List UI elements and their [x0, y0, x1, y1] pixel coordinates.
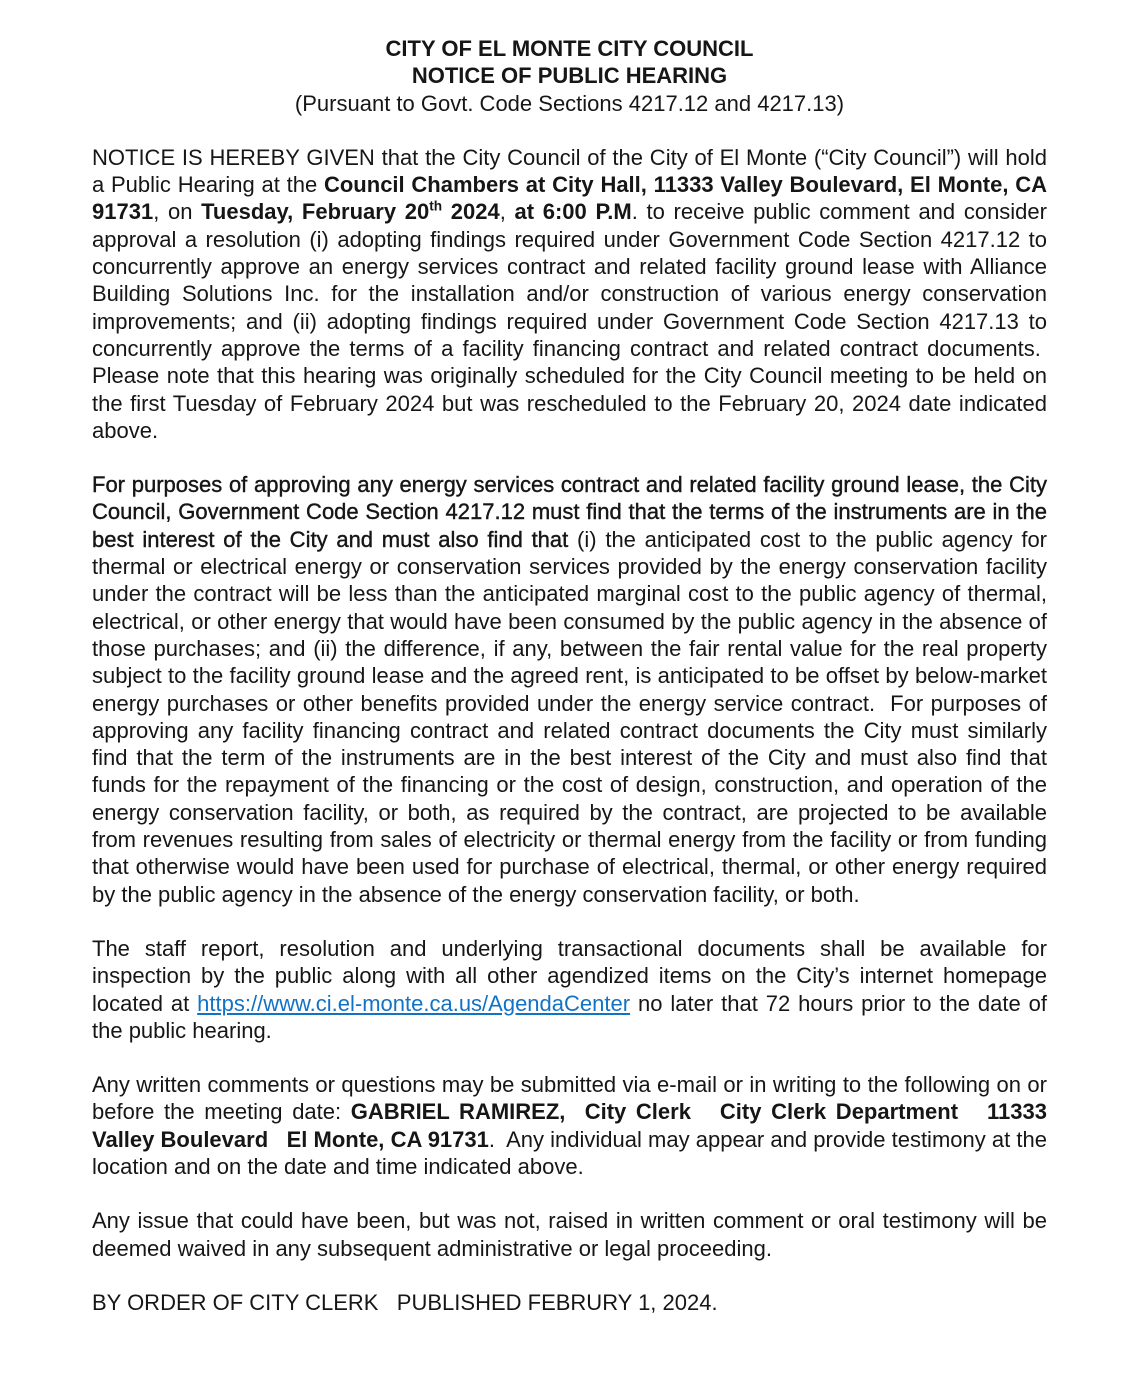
title-line-1: CITY OF EL MONTE CITY COUNCIL	[385, 36, 754, 61]
paragraph-waiver	[92, 1207, 1047, 1262]
p1-connector-comma: ,	[499, 199, 515, 225]
ordinal-suffix: th	[429, 199, 443, 215]
comments-tail-text: . Any individual may appear and provide testimony at the location and on the date and time indicated above.	[92, 1126, 1047, 1179]
agenda-center-link[interactable]: https://www.ci.el-monte.ca.us/AgendaCenter	[197, 990, 631, 1016]
hearing-time-bold: at 6:00 P.M	[514, 199, 632, 225]
title-line-2: NOTICE OF PUBLIC HEARING	[411, 63, 728, 89]
order-published-text: BY ORDER OF CITY CLERK PUBLISHED FEBRURY 1, 2024.	[92, 1289, 718, 1315]
city-clerk-contact-bold: GABRIEL RAMIREZ, City Clerk City Clerk Department 11333 Valley Boulevard El Monte, CA 91731	[92, 1099, 1047, 1152]
staff-report-text: The staff report, resolution and underlying transactional documents shall be available for inspection by the public along with all other agendized items on the City’s internet homepage located at	[92, 935, 1047, 1016]
notice-given-text: NOTICE IS HEREBY GIVEN that the City Council of the City of El Monte (“City Council”) will hold a Public Hearing at the	[92, 144, 1047, 198]
p1-connector-on: , on	[153, 199, 202, 225]
findings-requirement-text: For purposes of approving any energy services contract and related facility ground lease, the City Council, Government Code Section 4217.12 must find that the terms of the instruments are in the best interest of the City and must also find that	[92, 472, 1047, 552]
hearing-venue-bold: Council Chambers at City Hall, 11333 Valley Boulevard, El Monte, CA 91731	[92, 172, 1047, 225]
hearing-date-text: Tuesday, February 20	[201, 199, 430, 225]
paragraph-staff-report	[92, 935, 1047, 1044]
hearing-year-text: 2024	[442, 199, 500, 225]
subtitle-statute-line: (Pursuant to Govt. Code Sections 4217.12 and 4217.13)	[294, 90, 845, 116]
staff-report-tail-text: no later that 72 hours prior to the date of the public hearing.	[92, 990, 1048, 1043]
waiver-text: Any issue that could have been, but was not, raised in written comment or oral testimony will be deemed waived in any subsequent administrative or legal proceeding.	[92, 1208, 1047, 1261]
paragraph-code-findings	[92, 471, 1047, 908]
paragraph-hearing-notice	[92, 144, 1047, 444]
paragraph-order-published	[92, 1289, 1047, 1316]
comments-intro-text: Any written comments or questions may be submitted via e-mail or in writing to the following on or before the meeting date:	[92, 1072, 1047, 1125]
notice-header	[92, 35, 1047, 117]
hearing-date-bold	[201, 199, 500, 224]
resolution-description-text: . to receive public comment and consider approval a resolution (i) adopting findings required under Government Code Section 4217.12 to concurrently approve an energy services contract and related facility ground lease with Alliance Building Solutions Inc. for the installation and/or construction of various energy conservation improvements; and (ii) adopting findings required under Government Code Section 4217.13 to concurrently approve the terms of a facility financing contract and related contract documents. Please note that this hearing was originally scheduled for the City Council meeting to be held on the first Tuesday of February 2024 but was rescheduled to the February 20, 2024 date indicated above.	[92, 199, 1047, 443]
paragraph-written-comments	[92, 1071, 1047, 1180]
findings-detail-text: (i) the anticipated cost to the public agency for thermal or electrical energy or conservation services provided by the energy conservation facility under the contract will be less than the anticipated marginal cost to the public agency of thermal, electrical, or other energy that would have been consumed by the public agency in the absence of those purchases; and (ii) the difference, if any, between the fair rental value for the real property subject to the facility ground lease and the agreed rent, is anticipated to be offset by below-market energy purchases or other benefits provided under the energy service contract. For purposes of approving any facility financing contract and related contract documents the City must similarly find that the term of the instruments are in the best interest of the City and must also find that funds for the repayment of the financing or the cost of design, construction, and operation of the energy conservation facility, or both, as required by the contract, are projected to be available from revenues resulting from sales of electricity or thermal energy from the facility or from funding that otherwise would have been used for purchase of electrical, thermal, or other energy required by the public agency in the absence of the energy conservation facility, or both.	[92, 526, 1047, 907]
